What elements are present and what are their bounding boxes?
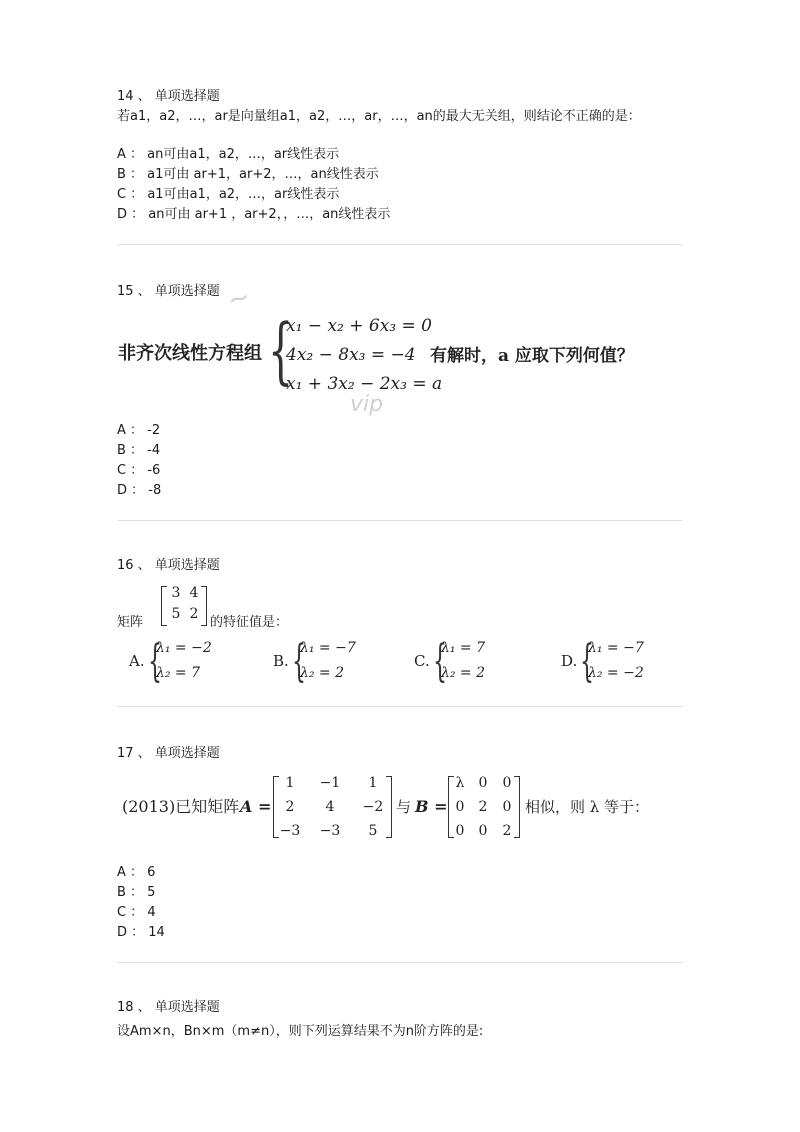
watermark-swoosh-icon: ~ [224,281,254,317]
matrix-right-bracket [201,586,207,626]
question-15-option-b[interactable]: B ： -4 [117,443,161,458]
question-16-header: 16 、 单项选择题 [117,558,220,573]
question-15-equation-1: x₁ − x₂ + 6x₃ = 0 [286,316,432,336]
matrix-cell: 3 [171,585,181,601]
question-15-equation-3: x₁ + 3x₂ − 2x₃ = a [286,374,443,394]
matrix-cell: 4 [325,799,335,815]
matrix-cell: 5 [368,823,378,839]
option-line-2: λ₂ = 2 [441,665,486,681]
matrix-cell: 1 [285,775,295,791]
matrix-cell: 0 [455,799,465,815]
matrix-cell: 5 [171,606,181,622]
matrix-cell: λ [455,775,465,791]
question-17-option-c[interactable]: C ： 4 [117,905,156,920]
question-14-stem: 若a1，a2，…，ar是向量组a1，a2，…，ar，…，an的最大无关组，则结论不正确的是： [117,109,641,124]
question-15-option-a[interactable]: A ： -2 [117,423,161,438]
option-line-1: λ₁ = 7 [441,640,486,656]
question-14-option-d[interactable]: D ： an可由 ar+1 ，ar+2，，…，an线性表示 [117,207,391,222]
option-line-2: λ₂ = 2 [300,665,345,681]
divider [117,244,683,245]
matrix-cell: 0 [502,775,512,791]
matrix-cell: −2 [362,799,384,815]
option-line-2: λ₂ = −2 [588,665,644,681]
question-14-option-a[interactable]: A ： an可由a1，a2，…，ar线性表示 [117,147,340,162]
matrix-cell: 0 [478,775,488,791]
question-17-option-d[interactable]: D ： 14 [117,925,165,940]
question-14-header: 14 、 单项选择题 [117,89,220,104]
option-label: D. [561,652,578,670]
option-line-1: λ₁ = −7 [588,640,644,656]
matrix-a-right-bracket [386,776,392,838]
question-14-option-c[interactable]: C ： a1可由a1，a2，…，ar线性表示 [117,187,340,202]
question-14-option-b[interactable]: B ： a1可由 ar+1，ar+2，…，an线性表示 [117,167,379,182]
matrix-cell: 0 [502,799,512,815]
question-15-stem-right: 有解时，a 应取下列何值？ [430,346,634,366]
question-15-option-d[interactable]: D ： -8 [117,483,162,498]
matrix-b-right-bracket [514,776,520,838]
matrix-b-label: B = [415,797,448,816]
option-label: A. [129,652,145,670]
option-line-1: λ₁ = −7 [300,640,356,656]
question-17-mid: 与 [396,798,412,816]
divider [117,706,683,707]
option-brace: { [433,636,447,687]
watermark-text: vip [350,392,384,417]
question-16-stem-left: 矩阵 [117,615,144,630]
option-brace: { [148,636,162,687]
option-line-1: λ₁ = −2 [156,640,212,656]
matrix-cell: 0 [455,823,465,839]
question-18-header: 18 、 单项选择题 [117,1000,220,1015]
question-17-option-a[interactable]: A ： 6 [117,865,156,880]
question-16-stem-right: 的特征值是： [210,615,289,630]
matrix-cell: 0 [478,823,488,839]
question-18-stem: 设Am×n，Bn×m（m≠n），则下列运算结果不为n阶方阵的是: [117,1024,484,1039]
matrix-cell: 2 [478,799,488,815]
question-15-header: 15 、 单项选择题 [117,284,220,299]
question-17-header: 17 、 单项选择题 [117,746,220,761]
option-line-2: λ₂ = 7 [156,665,201,681]
option-label: B. [273,652,289,670]
question-15-stem-left: 非齐次线性方程组 [118,343,262,364]
option-brace: { [292,636,306,687]
question-17-stem-prefix: (2013)已知矩阵 [122,797,240,816]
system-brace: { [268,308,294,392]
question-17-stem-suffix: 相似，则 λ 等于： [525,798,650,816]
question-15-equation-2: 4x₂ − 8x₃ = −4 [286,345,416,365]
matrix-cell: 2 [285,799,295,815]
matrix-cell: 4 [189,585,199,601]
question-17-option-b[interactable]: B ： 5 [117,885,156,900]
matrix-cell: −3 [319,823,341,839]
question-15-option-c[interactable]: C ： -6 [117,463,161,478]
matrix-cell: 2 [502,823,512,839]
matrix-cell: 2 [189,606,199,622]
divider [117,962,683,963]
matrix-cell: −1 [319,775,341,791]
option-label: C. [414,652,430,670]
matrix-cell: −3 [279,823,301,839]
matrix-cell: 1 [368,775,378,791]
option-brace: { [580,636,594,687]
matrix-a-label: A = [240,797,272,816]
divider [117,520,683,521]
